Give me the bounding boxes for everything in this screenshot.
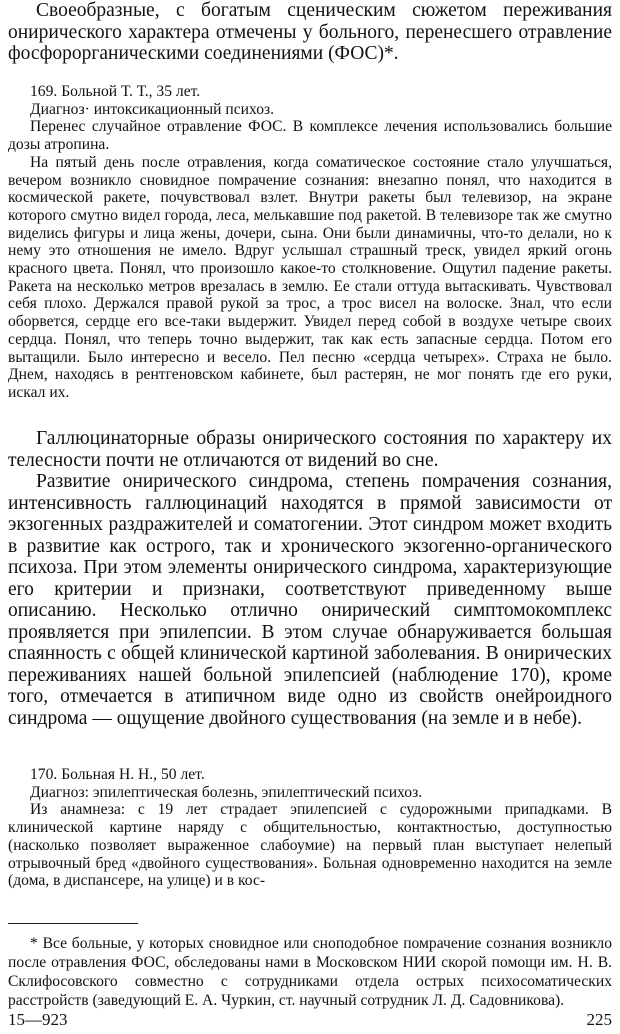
case-170-paragraph-1: Из анамнеза: с 19 лет страдает эпилепсией с судорожными припадками. В клинической картине наряду с общительностью, контактностью, доступностью (насколько позволяет выраженное слабоумие) на первый план выступает нелепый отрывочный бред «двойного существования». Больная одновременно находится на земле (дома, в диспансере, на улице) и в кос-	[8, 801, 612, 890]
discussion-block	[8, 428, 612, 729]
discussion-paragraph-2: Развитие онирического синдрома, степень помрачения сознания, интенсивность галлюцинаций находятся в прямой зависимости от экзогенных раздражителей и соматогении. Этот синдром может входить в развитие как острого, так и хронического экзогенно-органического психоза. При этом элементы онирического синдрома, характеризующие его критерии и признаки, соответствуют приведенному выше описанию. Несколько отлично онирический симптомокомплекс проявляется при эпилепсии. В этом случае обнаруживается большая спаянность с общей клинической картиной заболевания. В онирических переживаниях нашей больной эпилепсией (наблюдение 170), кроме того, отмечается в атипичном виде одно из свойств онейроидного синдрома — ощущение двойного существования (на земле и в небе).	[8, 471, 612, 729]
case-169-diagnosis: Диагноз· интоксикационный психоз.	[30, 100, 275, 118]
discussion-paragraph-1: Галлюцинаторные образы онирического состояния по характеру их телесности почти не отличаются от видений во сне.	[8, 428, 612, 471]
page-number: 225	[586, 1010, 612, 1029]
case-169-paragraph-2: На пятый день после отравления, когда соматическое состояние стало улучшаться, вечером возникло сновидное помрачение сознания: внезапно понял, что находится в космической ракете, почувствовал взлет. Внутри ракеты был телевизор, на экране которого смутно видел города, леса, мелькавшие под ракетой. В телевизоре так же смутно виделись фигуры и лица жены, дочери, сына. Они были динамичны, что-то делали, но к нему это отношения не имело. Вдруг услышал страшный треск, увидел яркий огонь красного цвета. Понял, что произошло какое-то столкновение. Ощутил падение ракеты. Ракета на несколько метров врезалась в землю. Ее стали оттуда вытаскивать. Чувствовал себя плохо. Держался правой рукой за трос, а трос висел на волоске. Знал, что если оборвется, сердце его все-таки выдержит. Увидел перед собой в воздухе четыре своих сердца. Понял, что теперь точно выдержит, так как есть запасные сердца. Потом его вытащили. Было интересно и весело. Пел песню «сердца четырех». Страха не было. Днем, находясь в рентгеновском кабинете, был растерян, не мог понять где его руки, искал их.	[8, 153, 612, 401]
case-170	[8, 766, 612, 890]
intro-paragraph: Своеобразные, с богатым сценическим сюжетом переживания онирического характера отмечены у больного, перенесшего отравление фосфорорганическими соединениями (ФОС)*.	[8, 0, 612, 64]
printer-signature: 15—923	[8, 1010, 68, 1029]
case-170-heading: 170. Больная Н. Н., 50 лет.	[30, 766, 205, 783]
footnote-text: * Все больные, у которых сновидное или сноподобное помрачение сознания возникло после отравления ФОС, обследованы нами в Московском НИИ скорой помощи им. Н. В. Склифосовского совместно с сотрудниками отдела острых психосоматических расстройств (заведующий Е. А. Чуркин, ст. научный сотрудник Л. Д. Садовникова).	[8, 935, 612, 1009]
intro-block	[8, 0, 612, 65]
case-169	[8, 83, 612, 402]
case-170-diagnosis: Диагноз: эпилептическая болезнь, эпилептический психоз.	[30, 783, 423, 801]
footnote	[8, 934, 612, 1010]
case-169-heading: 169. Больной Т. Т., 35 лет.	[30, 83, 201, 100]
case-169-paragraph-1: Перенес случайное отравление ФОС. В комплексе лечения использовались большие дозы атропина.	[8, 118, 612, 154]
footnote-divider	[8, 923, 138, 924]
